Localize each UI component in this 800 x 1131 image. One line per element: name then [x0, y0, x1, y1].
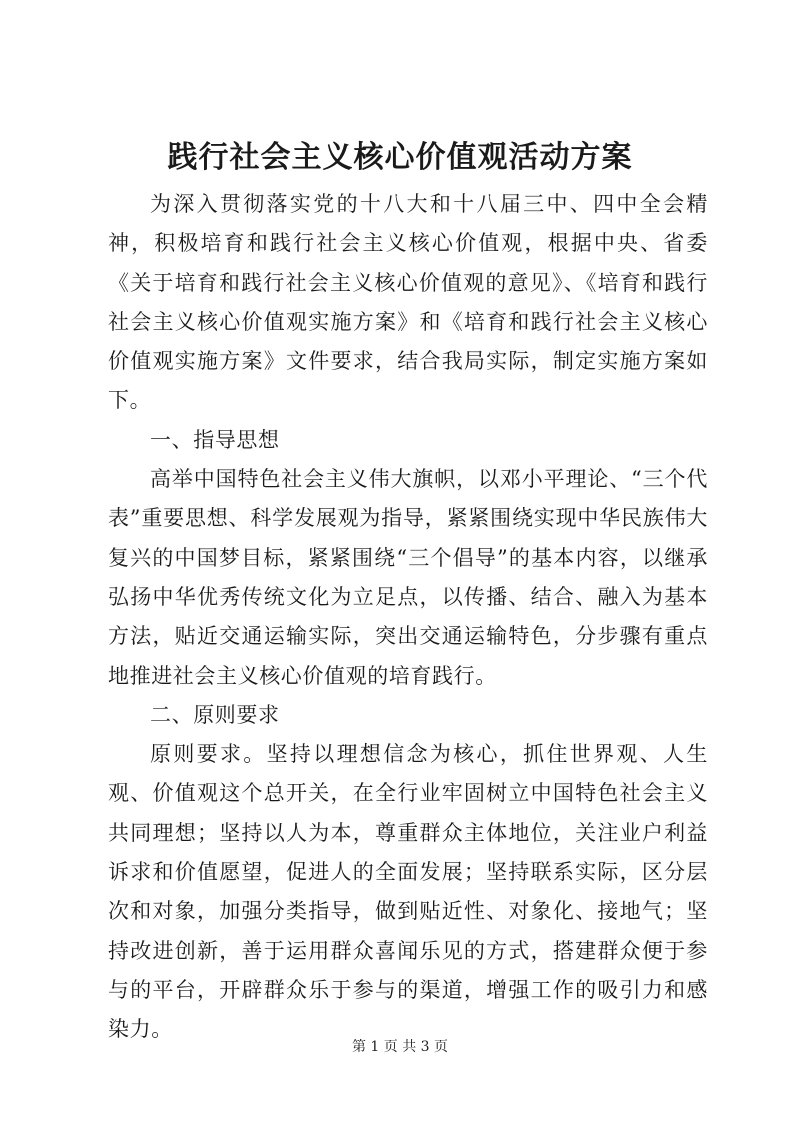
guiding-ideology-paragraph: 高举中国特色社会主义伟大旗帜，以邓小平理论、“三个代表”重要思想、科学发展观为指导，紧紧围绕实现中华民族伟大复兴的中国梦目标，紧紧围绕“三个倡导”的基本内容，以继承弘扬中华优秀传统文化为立足点，以传播、结合、融入为基本方法，贴近交通运输实际，突出交通运输特色，分步骤有重点地推进社会主义核心价值观的培育践行。: [108, 467, 708, 688]
document-title: 践行社会主义核心价值观活动方案: [167, 140, 633, 175]
intro-paragraph: 为深入贯彻落实党的十八大和十八届三中、四中全会精神，积极培育和践行社会主义核心价值观，根据中央、省委《关于培育和践行社会主义核心价值观的意见》、《培育和践行社会主义核心价值观实施方案》和《培育和践行社会主义核心价值观实施方案》文件要求，结合我局实际，制定实施方案如下。: [108, 192, 708, 413]
section-heading-principles: 二、原则要求: [150, 702, 280, 727]
principles-paragraph: 原则要求。坚持以理想信念为核心，抓住世界观、人生观、价值观这个总开关，在全行业牢固树立中国特色社会主义共同理想；坚持以人为本，尊重群众主体地位，关注业户利益诉求和价值愿望，促进人的全面发展；坚持联系实际，区分层次和对象，加强分类指导，做到贴近性、对象化、接地气；坚持改进创新，善于运用群众喜闻乐见的方式，搭建群众便于参与的平台，开辟群众乐于参与的渠道，增强工作的吸引力和感染力。: [108, 742, 708, 1042]
document-body: [108, 185, 708, 1050]
page-footer: 第 1 页 共 3 页: [351, 1039, 449, 1055]
section-heading-guiding-ideology: 一、指导思想: [150, 427, 280, 452]
